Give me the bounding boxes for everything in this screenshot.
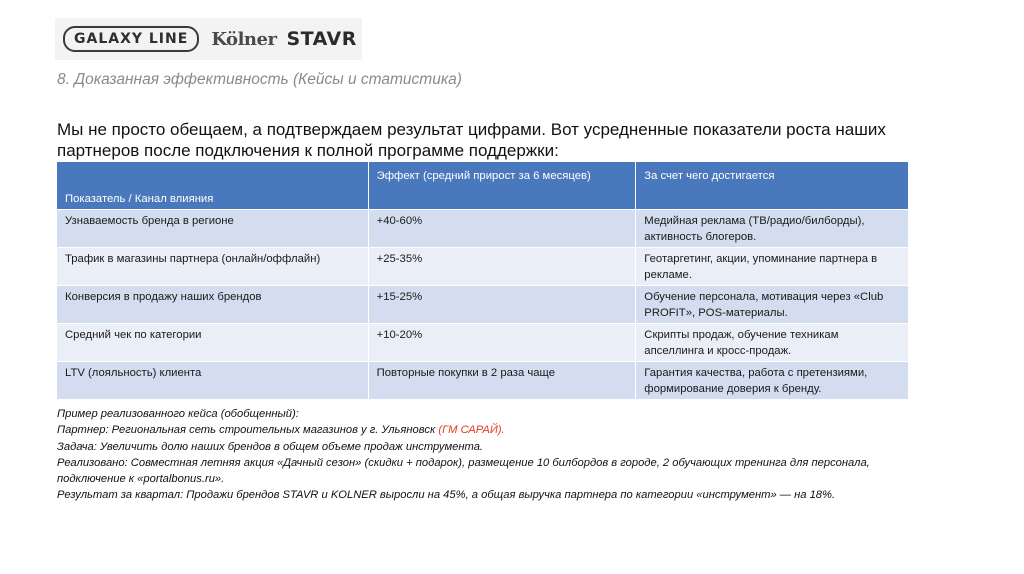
- cell-method: Обучение персонала, мотивация через «Club PROFIT», POS-материалы.: [636, 286, 909, 324]
- brand-logos: [55, 18, 362, 60]
- header-indicator: Показатель / Канал влияния: [57, 162, 369, 210]
- case-result: Результат за квартал: Продажи брендов STAVR и KOLNER выросли на 45%, а общая выручка партнера по категории «инструмент» — на 18%.: [57, 489, 836, 502]
- cell-indicator: LTV (лояльность) клиента: [57, 362, 369, 400]
- table-row: [57, 210, 909, 248]
- table-row: [57, 362, 909, 400]
- cell-method: Гарантия качества, работа с претензиями, формирование доверия к бренду.: [636, 362, 909, 400]
- cell-indicator: Средний чек по категории: [57, 324, 369, 362]
- case-study: [57, 406, 937, 504]
- cell-effect: +40-60%: [368, 210, 636, 248]
- cell-indicator: Узнаваемость бренда в регионе: [57, 210, 369, 248]
- header-effect: Эффект (средний прирост за 6 месяцев): [368, 162, 636, 210]
- kolner-logo: Kölner: [211, 28, 277, 50]
- case-task: Задача: Увеличить долю наших брендов в общем объеме продаж инструмента.: [57, 440, 484, 453]
- intro-text: Мы не просто обещаем, а подтверждаем результат цифрами. Вот усредненные показатели роста наших партнеров после подключения к полной программе поддержки:: [57, 120, 886, 160]
- cell-method: Скрипты продаж, обучение техникам апселлинга и кросс-продаж.: [636, 324, 909, 362]
- cell-indicator: Трафик в магазины партнера (онлайн/оффлайн): [57, 248, 369, 286]
- cell-effect: Повторные покупки в 2 раза чаще: [368, 362, 636, 400]
- cell-method: Медийная реклама (ТВ/радио/билборды), активность блогеров.: [636, 210, 909, 248]
- case-partner: [57, 422, 937, 438]
- table-header-row: [57, 162, 909, 210]
- stavr-logo: STAVR: [286, 28, 357, 50]
- stats-table: [56, 161, 909, 400]
- cell-indicator: Конверсия в продажу наших брендов: [57, 286, 369, 324]
- cell-effect: +15-25%: [368, 286, 636, 324]
- case-partner-text: Партнер: Региональная сеть строительных магазинов у г. Ульяновск: [57, 424, 439, 437]
- section-title: 8. Доказанная эффективность (Кейсы и статистика): [57, 71, 462, 88]
- header-method: За счет чего достигается: [636, 162, 909, 210]
- table-row: [57, 286, 909, 324]
- table-row: [57, 324, 909, 362]
- case-partner-highlight: (ГМ САРАЙ).: [438, 424, 505, 437]
- cell-effect: +10-20%: [368, 324, 636, 362]
- case-heading: Пример реализованного кейса (обобщенный):: [57, 408, 299, 420]
- table-row: [57, 248, 909, 286]
- cell-method: Геотаргетинг, акции, упоминание партнера в рекламе.: [636, 248, 909, 286]
- cell-effect: +25-35%: [368, 248, 636, 286]
- galaxy-line-logo: GALAXY LINE: [63, 26, 199, 52]
- case-done: Реализовано: Совместная летняя акция «Дачный сезон» (скидки + подарок), размещение 10 билбордов в городе, 2 обучающих тренинга для персонала, подключение к «portalbonus.ru».: [57, 456, 870, 486]
